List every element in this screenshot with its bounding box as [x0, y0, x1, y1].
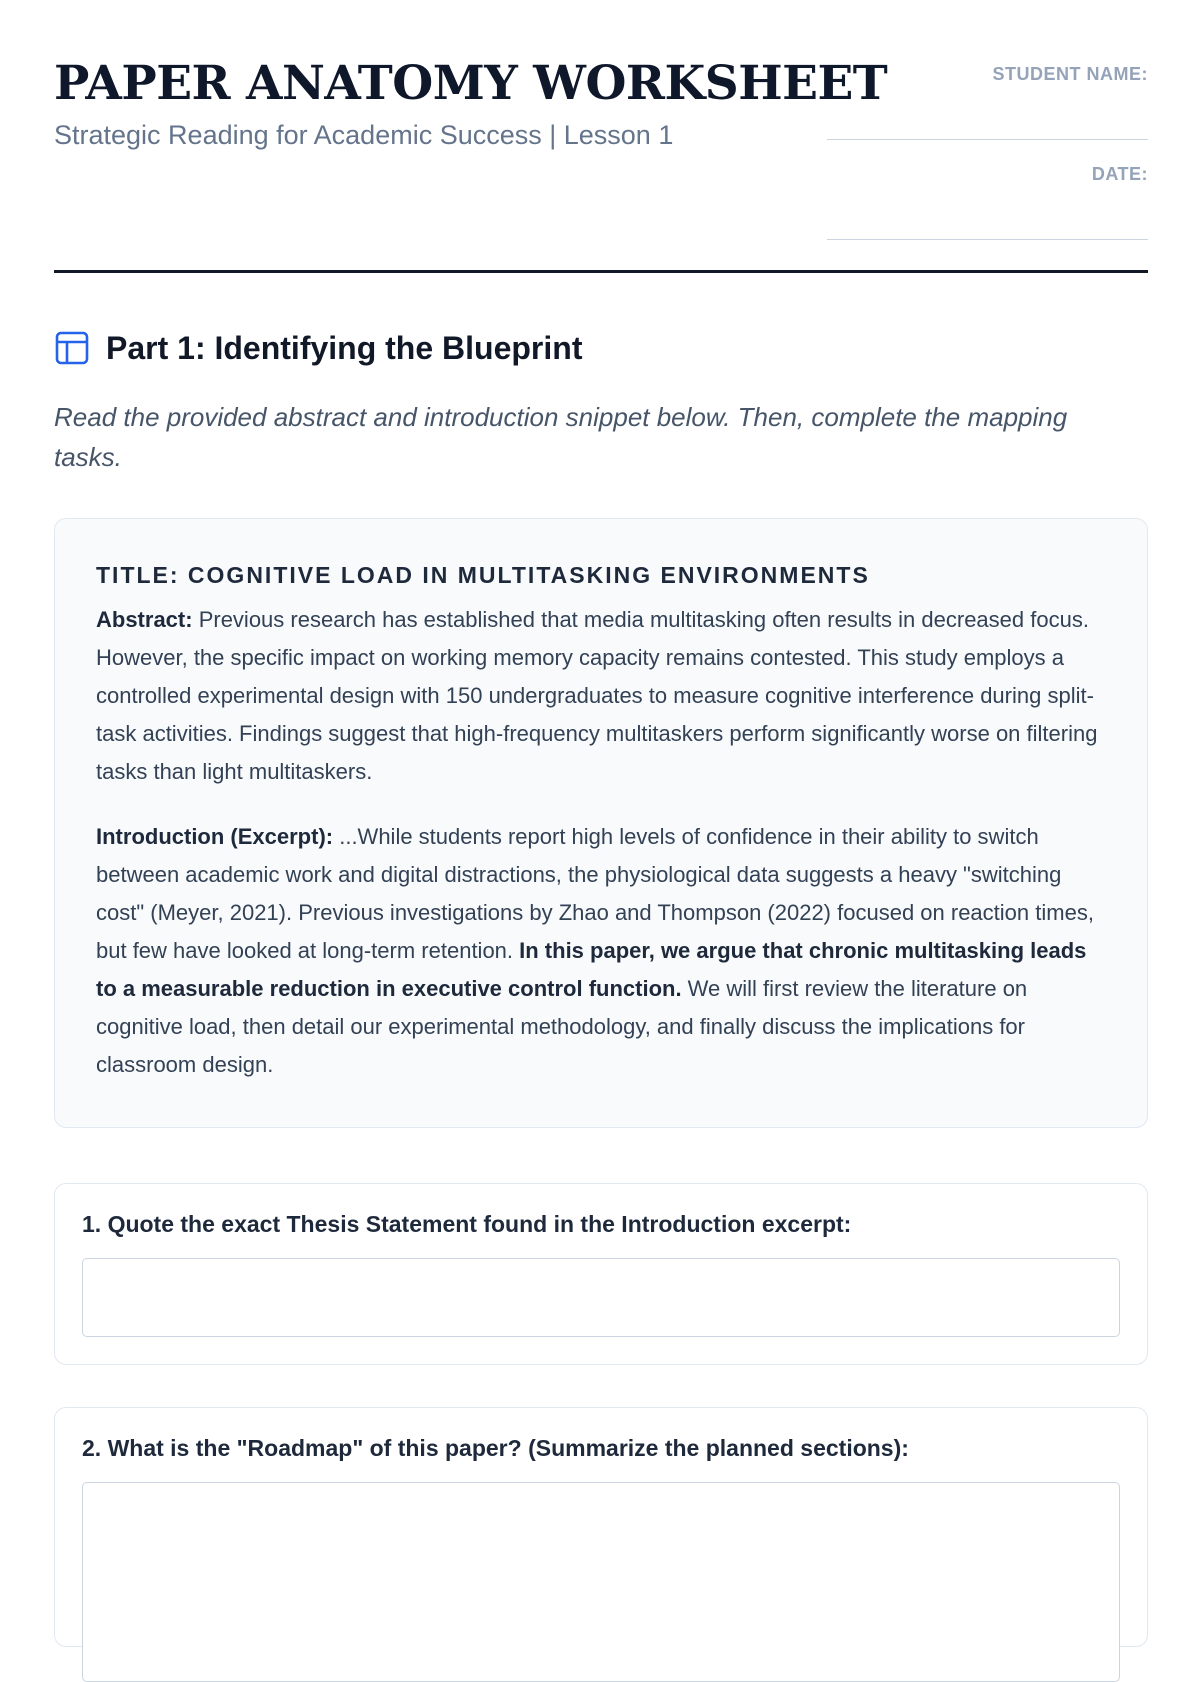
reading-title: TITLE: COGNITIVE LOAD IN MULTITASKING ENVIRONMENTS — [96, 562, 870, 588]
part-1-title: Part 1: Identifying the Blueprint — [106, 329, 583, 366]
question-label: 1. Quote the exact Thesis Statement found in the Introduction excerpt: — [82, 1211, 852, 1237]
part-1-heading — [54, 326, 582, 370]
abstract-paragraph — [96, 601, 1107, 791]
thesis-statement: In this paper, we argue that chronic multitasking leads to a measurable reduction in executive control function. — [96, 938, 1087, 1001]
page-title: PAPER ANATOMY WORKSHEET — [54, 56, 888, 111]
question-label: 2. What is the "Roadmap" of this paper? (Summarize the planned sections): — [82, 1435, 909, 1461]
introduction-text-continued: We will first review the literature on cognitive load, then detail our experimental methodology, and finally discuss the implications for classroom design. — [96, 976, 1028, 1077]
question-card — [54, 1407, 1148, 1647]
student-name-label: STUDENT NAME: — [992, 64, 1148, 84]
reading-passage — [54, 518, 1148, 1128]
abstract-label: Abstract: — [96, 607, 193, 632]
date-label: DATE: — [1091, 164, 1148, 184]
student-name-field[interactable] — [827, 64, 1148, 140]
date-field[interactable] — [827, 164, 1148, 240]
roadmap-answer-field[interactable] — [82, 1482, 1120, 1682]
worksheet-page — [54, 0, 1148, 1461]
part-1-instructions: Read the provided abstract and introduction snippet below. Then, complete the mapping tasks. — [54, 402, 1068, 472]
question-card — [54, 1183, 1148, 1365]
introduction-label: Introduction (Excerpt): — [96, 824, 334, 849]
page-subtitle: Strategic Reading for Academic Success | Lesson 1 — [54, 120, 674, 150]
worksheet-header — [54, 0, 1148, 273]
thesis-answer-field[interactable] — [82, 1258, 1120, 1337]
introduction-paragraph — [96, 818, 1107, 1084]
introduction-text: ...While students report high levels of confidence in their ability to switch between academic work and digital distractions, the physiological data suggests a heavy "switching cost" (Meyer, 2021). Previous investigations by Zhao and Thompson (2022) focused on reaction times, but few have looked at long-term retention. — [96, 824, 1094, 963]
abstract-text: Previous research has established that media multitasking often results in decreased focus. However, the specific impact on working memory capacity remains contested. This study employs a controlled experimental design with 150 undergraduates to measure cognitive interference during split-task activities. Findings suggest that high-frequency multitaskers perform significantly worse on filtering tasks than light multitaskers. — [96, 607, 1098, 784]
layout-icon — [54, 330, 90, 366]
